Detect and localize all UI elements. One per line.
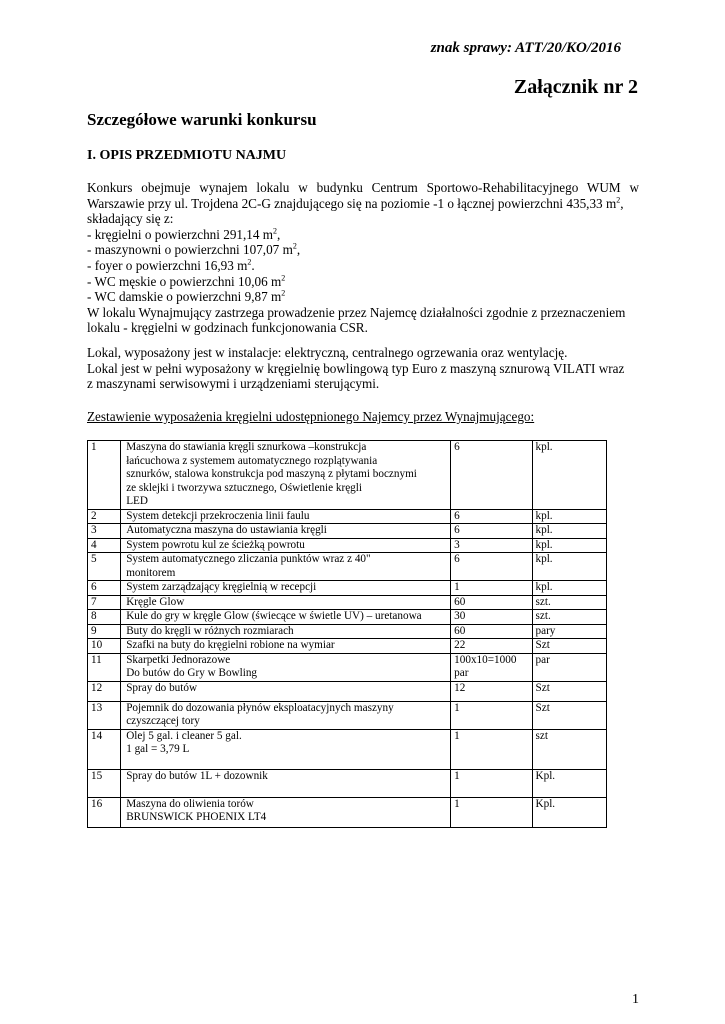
room-item: - kręgielni o powierzchni 291,14 $m^2$, [87,226,281,242]
row-number: 2 [88,509,121,524]
table-row [88,581,607,596]
item-quantity: 1 [451,769,532,797]
table-row [88,701,607,729]
item-quantity: 12 [451,681,532,701]
item-unit: Szt [532,681,606,701]
item-quantity: 6 [451,524,532,539]
item-unit: kpl. [532,524,606,539]
room-item: - WC męskie o powierzchni 10,06 $m^2$ [87,273,286,289]
item-unit: Szt [532,701,606,729]
item-quantity: 6 [451,509,532,524]
room-item: - foyer o powierzchni 16,93 $m^2$. [87,257,255,273]
item-unit: kpl. [532,553,606,581]
table-row [88,595,607,610]
table-row [88,624,607,639]
row-number: 12 [88,681,121,701]
table-row [88,797,607,827]
item-description: Buty do kręgli w różnych rozmiarach [121,624,451,639]
equipment-paragraph [87,345,639,392]
row-number: 11 [88,653,121,681]
row-number: 8 [88,610,121,625]
table-caption: Zestawienie wyposażenia kręgielni udostępnionego Najemcy przez Wynajmującego: [87,409,535,424]
table-row [88,509,607,524]
case-reference: znak sprawy: ATT/20/KO/2016 [430,40,621,56]
table-row [88,681,607,701]
room-item: - maszynowni o powierzchni 107,07 $m^2$, [87,241,301,258]
item-quantity: 30 [451,610,532,625]
row-number: 7 [88,595,121,610]
row-number: 10 [88,639,121,654]
row-number: 15 [88,769,121,797]
item-unit: par [532,653,606,681]
item-quantity: 60 [451,595,532,610]
intro-line-1: Konkurs obejmuje wynajem lokalu w budynku Centrum Sportowo-Rehabilitacyjnego WUM w [87,180,639,195]
row-number: 6 [88,581,121,596]
table-row [88,553,607,581]
superscript-2: 2 [616,195,621,205]
item-quantity: 3 [451,538,532,553]
row-number: 4 [88,538,121,553]
item-description: Szafki na buty do kręgielni robione na wymiar [121,639,451,654]
item-quantity: 1 [451,581,532,596]
item-description: System automatycznego zliczania punktów wraz z 40" monitorem [121,553,451,581]
item-quantity: 1 [451,797,532,827]
page-number: 1 [632,992,639,1007]
table-row [88,639,607,654]
table-row [88,769,607,797]
row-number: 16 [88,797,121,827]
item-unit: szt. [532,610,606,625]
row-number: 9 [88,624,121,639]
item-description: Automatyczna maszyna do ustawiania kręgli [121,524,451,539]
row-number: 3 [88,524,121,539]
item-description: Olej 5 gal. i cleaner 5 gal. 1 gal = 3,79 L [121,729,451,769]
item-unit: kpl. [532,509,606,524]
equipment-line-3: z maszynami serwisowymi i urządzeniami sterującymi. [87,376,380,392]
item-description: Kule do gry w kręgle Glow (świecące w świetle UV) – uretanowa [121,610,451,625]
table-row [88,524,607,539]
item-unit: Kpl. [532,769,606,797]
table-row [88,610,607,625]
item-unit: pary [532,624,606,639]
item-description: Spray do butów [121,681,451,701]
item-quantity: 6 [451,441,532,510]
reservation-line-1: W lokalu Wynajmujący zastrzega prowadzenie przez Najemcę działalności zgodnie z przeznaczeniem [87,304,626,320]
item-unit: Kpl. [532,797,606,827]
item-description: Spray do butów 1L + dozownik [121,769,451,797]
item-quantity: 100x10=1000 par [451,653,532,681]
table-row [88,441,607,510]
item-description: Skarpetki Jednorazowe Do butów do Gry w Bowling [121,653,451,681]
item-unit: kpl. [532,538,606,553]
row-number: 14 [88,729,121,769]
document-title: Szczegółowe warunki konkursu [87,110,317,129]
intro-line-2: Warszawie przy ul. Trojdena 2C-G znajdującego się na poziomie -1 o łącznej powierzchni 435,33 $m^2$, [87,195,624,211]
item-quantity: 1 [451,729,532,769]
item-unit: kpl. [532,441,606,510]
item-quantity: 22 [451,639,532,654]
item-quantity: 1 [451,701,532,729]
item-description: System powrotu kul ze ścieżką powrotu [121,538,451,553]
item-description: Pojemnik do dozowania płynów eksploatacyjnych maszyny czyszczącej tory [121,701,451,729]
table-row [88,653,607,681]
intro-paragraph [87,180,639,336]
item-description: System detekcji przekroczenia linii faulu [121,509,451,524]
reservation-line-2: lokalu - kręgielni w godzinach funkcjonowania CSR. [87,320,368,336]
item-description: Maszyna do oliwienia torów BRUNSWICK PHOENIX LT4 [121,797,451,827]
equipment-line-2: Lokal jest w pełni wyposażony w kręgielnię bowlingową typ Euro z maszyną sznurową VILATI wraz [87,360,625,376]
item-unit: Szt [532,639,606,654]
intro-line-3: składający się z: [87,211,174,227]
table-row [88,538,607,553]
item-unit: kpl. [532,581,606,596]
item-unit: szt [532,729,606,769]
equipment-table [87,440,607,828]
rooms-list [87,227,639,305]
item-quantity: 6 [451,553,532,581]
row-number: 5 [88,553,121,581]
row-number: 13 [88,701,121,729]
item-description: Kręgle Glow [121,595,451,610]
item-unit: szt. [532,595,606,610]
item-description: Maszyna do stawiania kręgli sznurkowa –konstrukcja łańcuchowa z systemem automatycznego rozplątywania sznurków, stalowa konstrukcja pod maszyną z płytami bocznymi ze sklejki i tworzywa sztucznego, Oświetlenie kręgli LED [121,441,451,510]
room-item: - WC damskie o powierzchni 9,87 $m^2$ [87,288,286,305]
item-description: System zarządzający kręgielnią w recepcji [121,581,451,596]
item-quantity: 60 [451,624,532,639]
equipment-line-1: Lokal, wyposażony jest w instalacje: elektryczną, centralnego ogrzewania oraz wentylację. [87,345,568,360]
table-row [88,729,607,769]
section-heading: I. OPIS PRZEDMIOTU NAJMU [87,148,287,163]
annex-title: Załącznik nr 2 [513,76,638,98]
row-number: 1 [88,441,121,510]
